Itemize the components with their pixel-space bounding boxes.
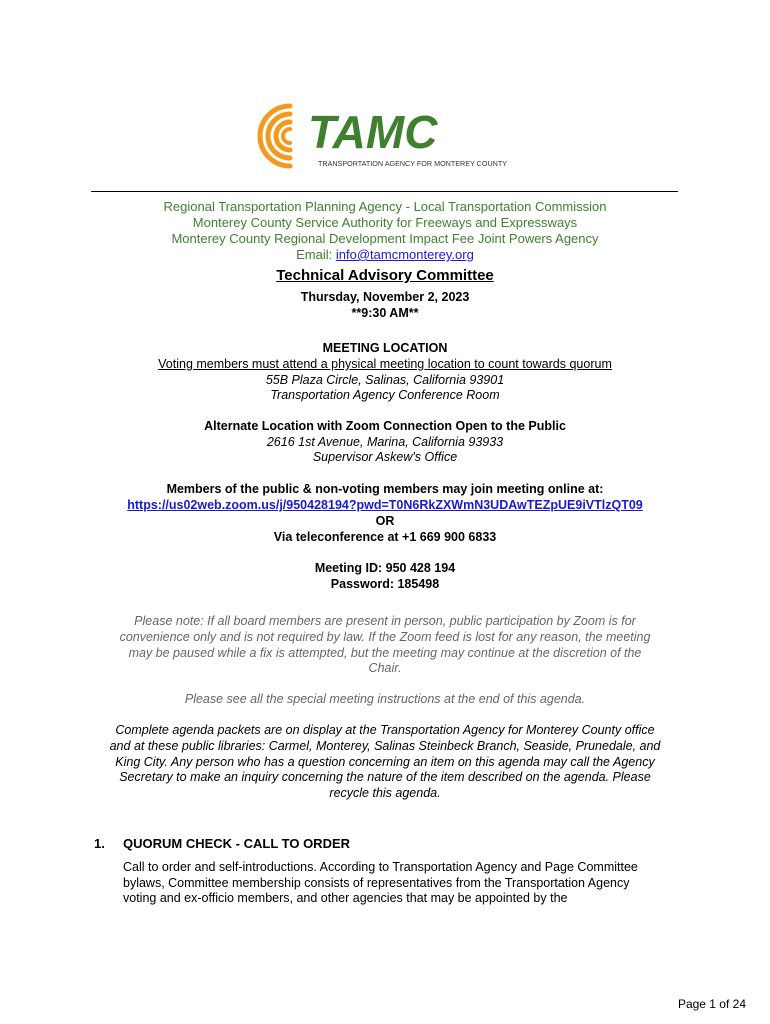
- note-line-3: may be paused while a fix is attempted, but the meeting may continue at the discretion of the: [128, 646, 642, 660]
- note-line-4: Chair.: [368, 661, 402, 675]
- header-divider: [91, 191, 678, 192]
- logo-tagline: TRANSPORTATION AGENCY FOR MONTEREY COUNTY: [318, 159, 508, 168]
- agenda-item-title: QUORUM CHECK - CALL TO ORDER: [123, 836, 351, 851]
- agenda-item-body-line-2: bylaws, Committee membership consists of representatives from the Transportation Agency: [123, 875, 630, 890]
- note-line-2: convenience only and is not required by law. If the Zoom feed is lost for any reason, the meeting: [119, 630, 651, 644]
- alt-location-office: Supervisor Askew's Office: [312, 450, 458, 464]
- voting-note: Voting members must attend a physical meeting location to count towards quorum: [158, 357, 612, 371]
- committee-title: Technical Advisory Committee: [276, 267, 494, 284]
- agenda-item-body: [123, 860, 683, 907]
- tamc-logo: [246, 98, 536, 174]
- agenda-item-number: 1.: [94, 836, 105, 851]
- email-label: Email:: [296, 247, 336, 262]
- location-address: 55B Plaza Circle, Salinas, California 93901: [265, 373, 505, 387]
- alt-location-heading: Alternate Location with Zoom Connection Open to the Public: [204, 419, 566, 433]
- packets-line-2: and at these public libraries: Carmel, Monterey, Salinas Steinbeck Branch, Seaside, Prunedale, and: [109, 739, 661, 753]
- zoom-link[interactable]: https://us02web.zoom.us/j/950428194?pwd=T0N6RkZXWmN3UDAwTEZpUE9iVTlzQT09: [127, 498, 643, 512]
- or-text: OR: [375, 514, 395, 528]
- agenda-item-body-line-3: voting and ex-officio members, and other agencies that may be appointed by the: [123, 891, 568, 905]
- header-line-3: Monterey County Regional Development Impact Fee Joint Powers Agency: [171, 231, 599, 246]
- meeting-id: Meeting ID: 950 428 194: [314, 561, 456, 575]
- special-instructions-note: Please see all the special meeting instructions at the end of this agenda.: [184, 692, 586, 706]
- email-link[interactable]: info@tamcmonterey.org: [335, 247, 474, 262]
- header-line-1: Regional Transportation Planning Agency - Local Transportation Commission: [163, 199, 607, 214]
- packets-line-5: recycle this agenda.: [329, 786, 441, 800]
- note-line-1: Please note: If all board members are present in person, public participation by Zoom is for: [134, 614, 636, 628]
- header-line-2: Monterey County Service Authority for Freeways and Expressways: [192, 215, 578, 230]
- agenda-item-body-line-1: Call to order and self-introductions. According to Transportation Agency and Page Committee: [123, 860, 638, 874]
- meeting-date: Thursday, November 2, 2023: [300, 290, 470, 304]
- packets-line-4: Secretary to make an inquiry concerning the nature of the item described on the agenda. Please: [119, 770, 651, 784]
- online-heading: Members of the public & non-voting members may join meeting online at:: [166, 482, 604, 496]
- header-email-line: [0, 247, 770, 263]
- tamc-logo-graphic: [246, 98, 536, 174]
- alt-location-address: 2616 1st Avenue, Marina, California 93933: [266, 435, 504, 449]
- page-number: Page 1 of 24: [677, 997, 746, 1011]
- teleconference-number: Via teleconference at +1 669 900 6833: [273, 530, 497, 544]
- packets-line-3: King City. Any person who has a question concerning an item on this agenda may call the Agency: [115, 755, 655, 769]
- packets-line-1: Complete agenda packets are on display at the Transportation Agency for Monterey County office: [115, 723, 655, 737]
- location-room: Transportation Agency Conference Room: [270, 388, 500, 402]
- logo-wordmark: TAMC: [308, 106, 438, 158]
- swirl-icon: [260, 106, 290, 166]
- meeting-password: Password: 185498: [330, 577, 440, 591]
- meeting-time: **9:30 AM**: [351, 306, 419, 320]
- location-heading: MEETING LOCATION: [322, 341, 448, 355]
